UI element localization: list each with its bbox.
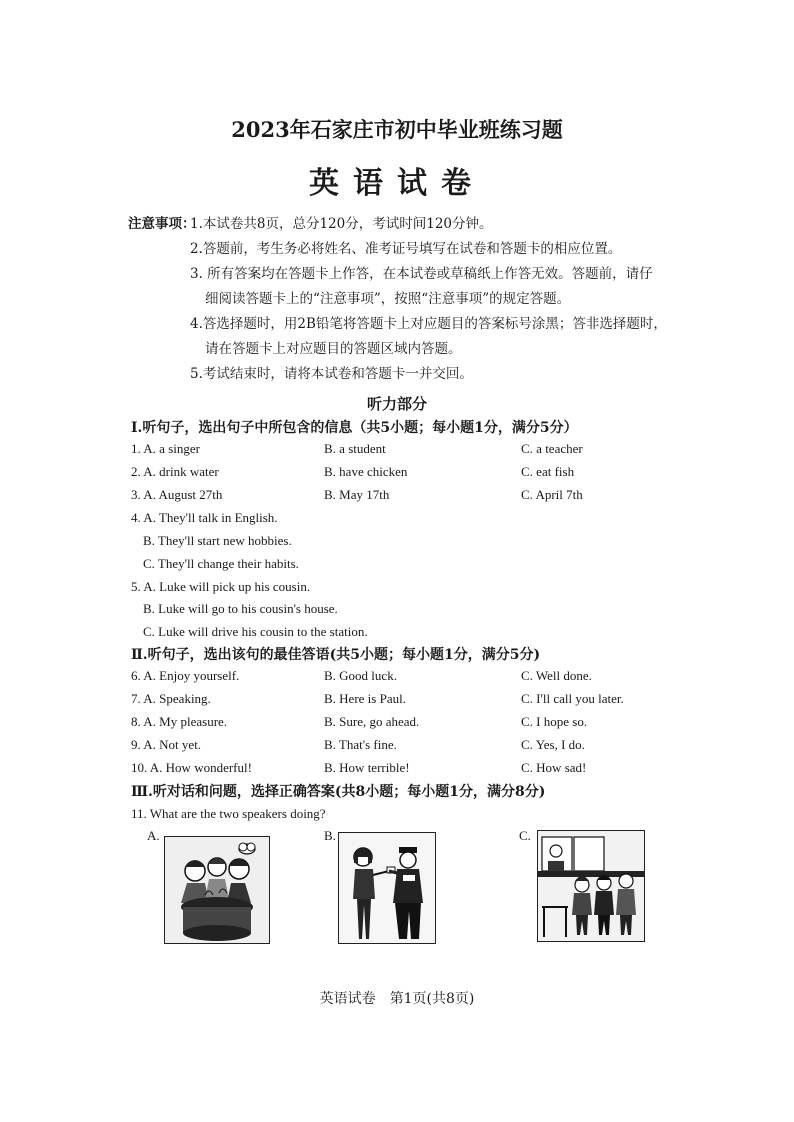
exam-title: 2023年石家庄市初中毕业班练习题	[231, 117, 563, 142]
q3-option-c: C. April 7th	[521, 487, 583, 502]
q11-question: 11. What are the two speakers doing?	[131, 806, 326, 821]
q2-option-b: B. have chicken	[324, 464, 408, 479]
q1-option-c: C. a teacher	[521, 441, 583, 456]
q9-option-a: 9. A. Not yet.	[131, 737, 202, 752]
q8-option-a: 8. A. My pleasure.	[131, 714, 228, 729]
q9-option-b: B. That's fine.	[324, 737, 397, 752]
q8-option-c: C. I hope so.	[521, 714, 588, 729]
q5-option-a: 5. A. Luke will pick up his cousin.	[131, 579, 311, 594]
police-checking-ticket-illustration	[339, 833, 435, 943]
q10-option-c: C. How sad!	[521, 760, 587, 775]
note-item-4-cont: 请在答题卡上对应题目的答题区域内答题。	[205, 341, 462, 357]
note-item-4: 4.答选择题时，用2B铅笔将答题卡上对应题目的答案标号涂黑；答非选择题时，	[190, 316, 667, 332]
q11-label-a: A.	[147, 828, 160, 843]
q7-option-a: 7. A. Speaking.	[131, 691, 211, 706]
q11-picture-b	[338, 832, 436, 944]
q1-option-b: B. a student	[324, 441, 386, 456]
exam-subtitle: 英语试卷	[309, 166, 485, 201]
section-title: 听力部分	[366, 395, 427, 413]
q2-option-c: C. eat fish	[521, 464, 575, 479]
q5-option-b: B. Luke will go to his cousin's house.	[143, 601, 338, 616]
note-item-3-cont: 细阅读答题卡上的“注意事项”，按照“注意事项”的规定答题。	[205, 291, 571, 307]
q8-option-b: B. Sure, go ahead.	[324, 714, 420, 729]
q7-option-b: B. Here is Paul.	[324, 691, 406, 706]
q4-option-a: 4. A. They'll talk in English.	[131, 510, 278, 525]
note-item-1: 1.本试卷共8页，总分120分，考试时间120分钟。	[190, 216, 493, 232]
q3-option-a: 3. A. August 27th	[131, 487, 223, 502]
q2-option-a: 2. A. drink water	[131, 464, 219, 479]
people-eating-illustration	[165, 837, 269, 943]
q6-option-c: C. Well done.	[521, 668, 592, 683]
q7-option-c: C. I'll call you later.	[521, 691, 624, 706]
q4-option-b: B. They'll start new hobbies.	[143, 533, 292, 548]
part2-heading: Ⅱ.听句子，选出该句的最佳答语(共5小题；每小题1分，满分5分)	[131, 647, 541, 663]
q4-option-c: C. They'll change their habits.	[143, 556, 299, 571]
q9-option-c: C. Yes, I do.	[521, 737, 585, 752]
q11-label-c: C.	[519, 828, 531, 843]
q11-picture-a	[164, 836, 270, 944]
notes-label: 注意事项：	[128, 216, 196, 232]
q10-option-a: 10. A. How wonderful!	[131, 760, 252, 775]
people-queuing-illustration	[538, 831, 644, 941]
q6-option-b: B. Good luck.	[324, 668, 397, 683]
q11-picture-c	[537, 830, 645, 942]
q5-option-c: C. Luke will drive his cousin to the station.	[143, 624, 368, 639]
q11-label-b: B.	[324, 828, 336, 843]
page-footer: 英语试卷 第1页(共8页)	[319, 991, 475, 1007]
q10-option-b: B. How terrible!	[324, 760, 410, 775]
q6-option-a: 6. A. Enjoy yourself.	[131, 668, 240, 683]
note-item-5: 5.考试结束时，请将本试卷和答题卡一并交回。	[190, 366, 473, 382]
note-item-2: 2.答题前，考生务必将姓名、准考证号填写在试卷和答题卡的相应位置。	[190, 241, 622, 257]
q3-option-b: B. May 17th	[324, 487, 390, 502]
part1-heading: Ⅰ.听句子，选出句子中所包含的信息（共5小题；每小题1分，满分5分）	[131, 420, 578, 436]
q1-option-a: 1. A. a singer	[131, 441, 200, 456]
part3-heading: Ⅲ.听对话和问题，选择正确答案(共8小题；每小题1分，满分8分)	[131, 784, 546, 800]
note-item-3: 3. 所有答案均在答题卡上作答，在本试卷或草稿纸上作答无效。答题前，请仔	[190, 266, 653, 282]
